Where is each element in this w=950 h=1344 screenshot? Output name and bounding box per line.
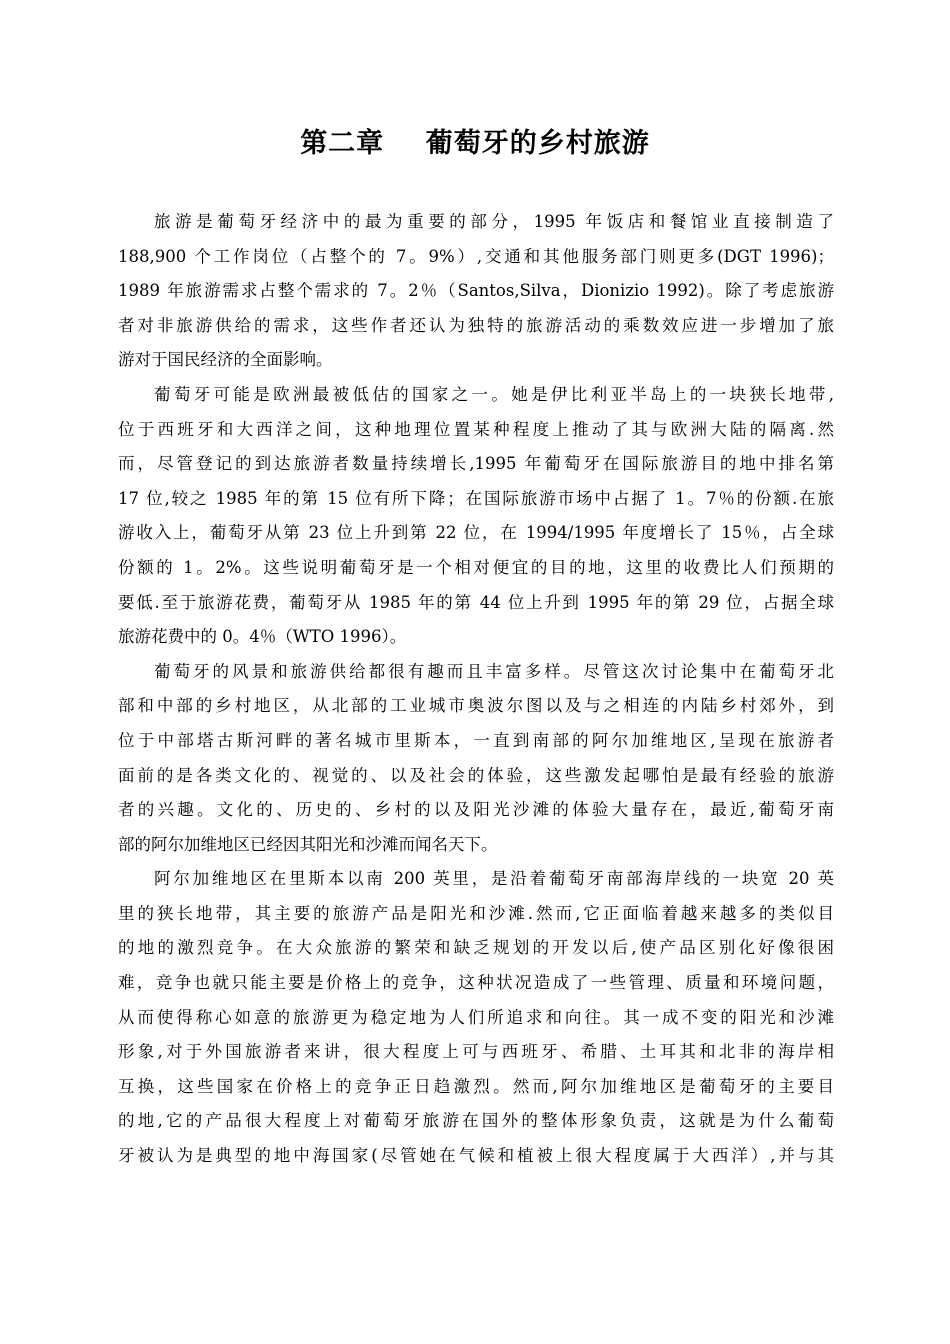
- text-line: 的地,它的产品很大程度上对葡萄牙旅游在国外的整体形象负责，这就是为什么葡萄: [118, 1111, 834, 1131]
- text-line: 部的阿尔加维地区已经因其阳光和沙滩而闻名天下。: [118, 834, 498, 854]
- text-line: 者的兴趣。文化的、历史的、乡村的以及阳光沙滩的体验大量存在，最近,葡萄牙南: [118, 800, 834, 820]
- text-line: 互换，这些国家在价格上的竞争正日趋激烈。然而,阿尔加维地区是葡萄牙的主要目: [118, 1076, 834, 1096]
- text-line: 者对非旅游供给的需求，这些作者还认为独特的旅游活动的乘数效应进一步增加了旅: [118, 315, 834, 335]
- chapter-title: 第二章 葡萄牙的乡村旅游: [300, 128, 650, 159]
- text-line: 位于中部塔古斯河畔的著名城市里斯本，一直到南部的阿尔加维地区,呈现在旅游者: [118, 730, 834, 750]
- paragraph-1: [118, 205, 834, 378]
- text-line: 牙被认为是典型的地中海国家(尽管她在气候和植被上很大程度属于大西洋）,并与其: [118, 1146, 834, 1166]
- paragraph-4: [118, 862, 834, 1173]
- text-line: 部和中部的乡村地区，从北部的工业城市奥波尔图以及与之相连的内陆乡村郊外，到: [118, 696, 834, 716]
- paragraph-2: [118, 378, 834, 655]
- text-line: 份额的 1。2%。这些说明葡萄牙是一个相对便宜的目的地，这里的收费比人们预期的: [118, 557, 834, 577]
- text-line: 要低.至于旅游花费，葡萄牙从 1985 年的第 44 位上升到 1995 年的第 29 位，占据全球: [118, 592, 834, 612]
- body-text: [118, 205, 834, 1174]
- text-line: 位于西班牙和大西洋之间，这种地理位置某种程度上推动了其与欧洲大陆的隔离.然: [118, 419, 834, 439]
- text-line: 里的狭长地带，其主要的旅游产品是阳光和沙滩.然而,它正面临着越来越多的类似目: [118, 903, 834, 923]
- text-line: 旅游是葡萄牙经济中的最为重要的部分，1995 年饭店和餐馆业直接制造了: [154, 212, 834, 231]
- text-line: 而，尽管登记的到达旅游者数量持续增长,1995 年葡萄牙在国际旅游目的地中排名第: [118, 454, 834, 474]
- text-line: 从而使得称心如意的旅游更为稳定地为人们所追求和向往。其一成不变的阳光和沙滩: [118, 1007, 834, 1027]
- text-line: 形象,对于外国旅游者来讲，很大程度上可与西班牙、希腊、土耳其和北非的海岸相: [118, 1042, 834, 1062]
- text-line: 188,900 个工作岗位（占整个的 7。9%）,交通和其他服务部门则更多(DGT 1996)；: [118, 246, 834, 266]
- text-line: 的地的激烈竞争。在大众旅游的繁荣和缺乏规划的开发以后,使产品区别化好像很困: [118, 938, 834, 958]
- text-line: 难，竞争也就只能主要是价格上的竞争，这种状况造成了一些管理、质量和环境问题，: [118, 973, 834, 993]
- text-line: 游收入上，葡萄牙从第 23 位上升到第 22 位，在 1994/1995 年度增长了 15％，占全球: [118, 523, 834, 543]
- text-line: 游对于国民经济的全面影响。: [118, 350, 333, 370]
- text-line: 面前的是各类文化的、视觉的、以及社会的体验，这些激发起哪怕是最有经验的旅游: [118, 765, 834, 785]
- text-line: 1989 年旅游需求占整个需求的 7。2％（Santos,Silva，Dionizio 1992)。除了考虑旅游: [118, 281, 834, 301]
- paragraph-3: [118, 655, 834, 863]
- text-line: 葡萄牙的风景和旅游供给都很有趣而且丰富多样。尽管这次讨论集中在葡萄牙北: [154, 661, 834, 681]
- text-line: 17 位,较之 1985 年的第 15 位有所下降；在国际旅游市场中占据了 1。7％的份额.在旅: [118, 488, 834, 508]
- text-line: 葡萄牙可能是欧洲最被低估的国家之一。她是伊比利亚半岛上的一块狭长地带,: [154, 384, 834, 404]
- text-line: 旅游花费中的 0。4％（WTO 1996）。: [118, 627, 407, 647]
- text-line: 阿尔加维地区在里斯本以南 200 英里，是沿着葡萄牙南部海岸线的一块宽 20 英: [154, 869, 834, 889]
